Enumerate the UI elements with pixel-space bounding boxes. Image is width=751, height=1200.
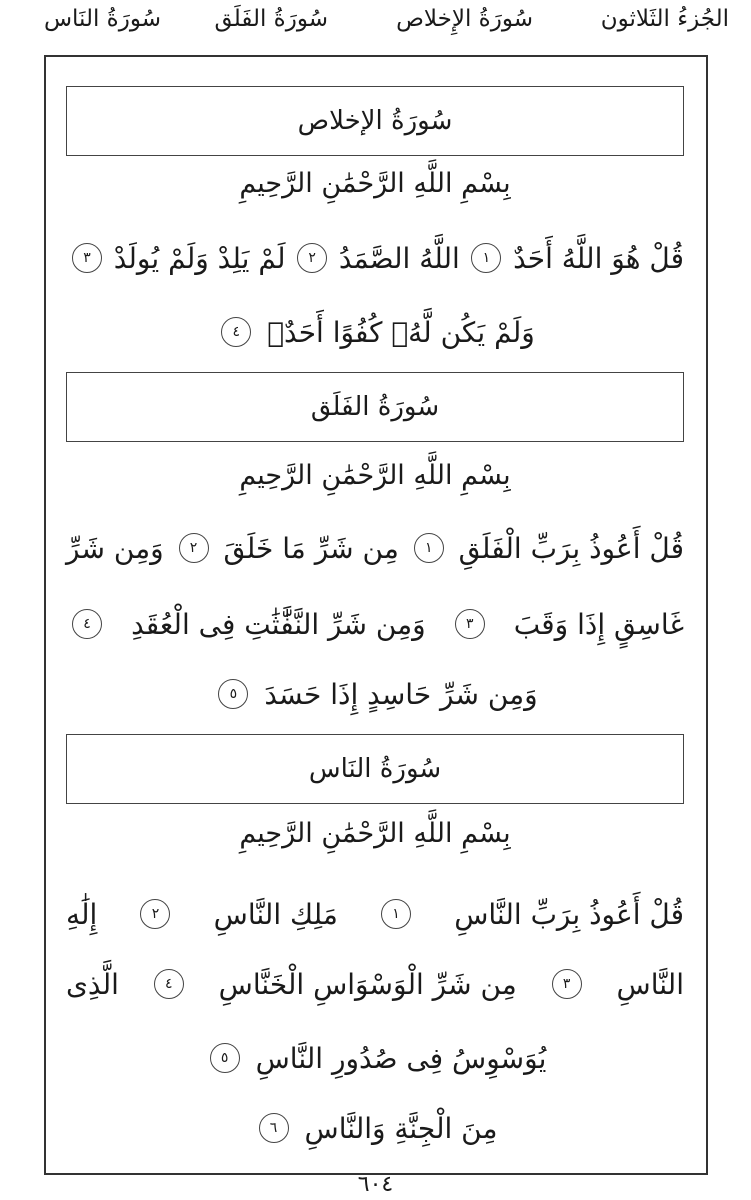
verse-text: قُلْ أَعُوذُ بِرَبِّ النَّاسِ (454, 897, 684, 931)
ikhlas-line-2 (66, 302, 684, 362)
basmala-nas: بِسْمِ اللَّهِ الرَّحْمَٰنِ الرَّحِيمِ (239, 818, 511, 849)
verse-text: مِنَ الْجِنَّةِ وَالنَّاسِ (304, 1111, 498, 1145)
header-surah-ikhlas: سُورَةُ الإِخلاص (396, 6, 533, 32)
ayah-number: ٢ (297, 243, 327, 273)
ayah-number: ٥ (210, 1043, 240, 1073)
ayah-number: ١ (471, 243, 501, 273)
verse-text: وَمِن شَرِّ (66, 531, 164, 565)
juz-label: الجُزءُ الثَلاثون (600, 6, 729, 32)
header-surah-falaq: سُورَةُ الفَلَق (214, 6, 328, 32)
header-surah-nas: سُورَةُ النَاس (43, 6, 161, 32)
ayah-number: ٢ (140, 899, 170, 929)
surah-title-ikhlas: سُورَةُ الإخلاص (297, 106, 453, 136)
ayah-number: ٥ (218, 679, 248, 709)
nas-line-3 (66, 1028, 684, 1088)
verse-text: غَاسِقٍ إِذَا وَقَبَ (513, 607, 684, 641)
ayah-number: ٤ (154, 969, 184, 999)
surah-title-box-ikhlas (66, 86, 684, 156)
verse-text: مِن شَرِّ مَا خَلَقَ (223, 531, 399, 565)
falaq-line-2 (66, 594, 684, 654)
ayah-number: ٤ (72, 609, 102, 639)
verse-text: الَّذِى (66, 967, 119, 1001)
surah-title-falaq: سُورَةُ الفَلَق (310, 392, 440, 422)
surah-title-box-nas (66, 734, 684, 804)
nas-line-1 (66, 884, 684, 944)
ayah-number: ٣ (455, 609, 485, 639)
verse-text: اللَّهُ الصَّمَدُ (338, 241, 460, 275)
falaq-line-3 (66, 664, 684, 724)
ayah-number: ٣ (72, 243, 102, 273)
nas-line-4 (66, 1098, 684, 1158)
ikhlas-line-1 (66, 228, 684, 288)
verse-text: النَّاسِ (616, 967, 684, 1001)
surah-title-nas: سُورَةُ النَاس (308, 754, 442, 784)
ayah-number: ١ (381, 899, 411, 929)
verse-text: وَمِن شَرِّ النَّفَّٰثَٰتِ فِى الْعُقَدِ (131, 607, 426, 641)
verse-text: مِن شَرِّ الْوَسْوَاسِ الْخَنَّاسِ (218, 967, 517, 1001)
surah-title-box-falaq (66, 372, 684, 442)
ayah-number: ٤ (221, 317, 251, 347)
basmala-falaq: بِسْمِ اللَّهِ الرَّحْمَٰنِ الرَّحِيمِ (239, 460, 511, 491)
verse-text: وَمِن شَرِّ حَاسِدٍ إِذَا حَسَدَ (264, 677, 538, 711)
ayah-number: ٦ (259, 1113, 289, 1143)
ayah-number: ٢ (179, 533, 209, 563)
nas-line-2 (66, 954, 684, 1014)
verse-text: قُلْ أَعُوذُ بِرَبِّ الْفَلَقِ (458, 531, 684, 565)
page-number: ٦٠٤ (357, 1172, 394, 1197)
verse-text: إِلَٰهِ (66, 897, 98, 931)
verse-text: مَلِكِ النَّاسِ (213, 897, 338, 931)
falaq-line-1 (66, 518, 684, 578)
basmala-ikhlas: بِسْمِ اللَّهِ الرَّحْمَٰنِ الرَّحِيمِ (239, 168, 511, 199)
ayah-number: ٣ (552, 969, 582, 999)
verse-text: وَلَمْ يَكُن لَّهُۥ كُفُوًا أَحَدٌۢ (267, 315, 535, 349)
verse-text: يُوَسْوِسُ فِى صُدُورِ النَّاسِ (255, 1041, 547, 1075)
ayah-number: ١ (414, 533, 444, 563)
verse-text: قُلْ هُوَ اللَّهُ أَحَدٌ (513, 241, 684, 275)
verse-text: لَمْ يَلِدْ وَلَمْ يُولَدْ (113, 241, 286, 275)
page-header (0, 0, 751, 60)
